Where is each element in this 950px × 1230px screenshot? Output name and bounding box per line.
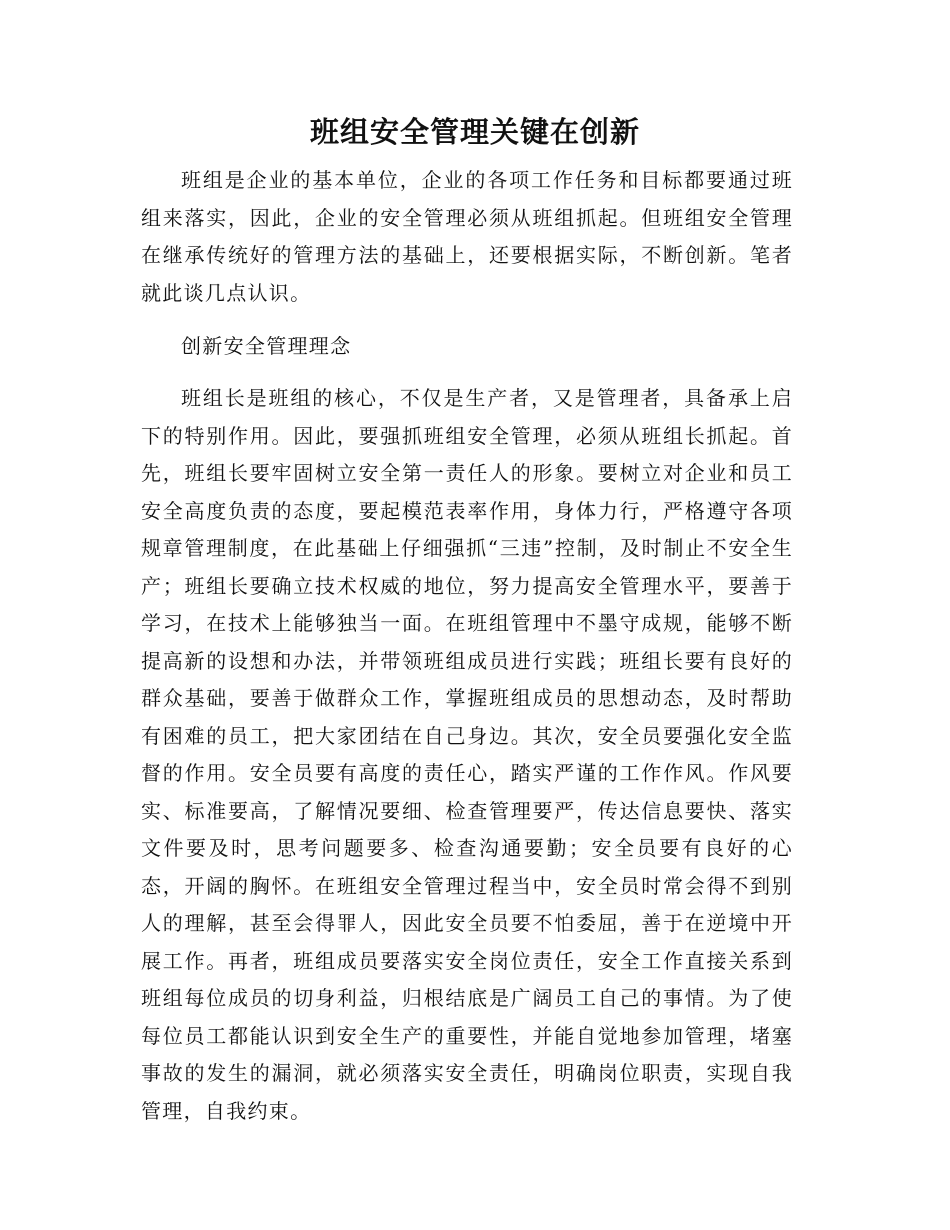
document-title: 班组安全管理关键在创新	[309, 115, 640, 149]
section-body-paragraph: 班组长是班组的核心，不仅是生产者，又是管理者，具备承上启下的特别作用。因此，要强抓班组安全管理，必须从班组长抓起。首先，班组长要牢固树立安全第一责任人的形象。要树立对企业和员工安全高度负责的态度，要起模范表率作用，身体力行，严格遵守各项规章管理制度，在此基础上仔细强抓“三违”控制，及时制止不安全生产；班组长要确立技术权威的地位，努力提高安全管理水平，要善于学习，在技术上能够独当一面。在班组管理中不墨守成规，能够不断提高新的设想和办法，并带领班组成员进行实践；班组长要有良好的群众基础，要善于做群众工作，掌握班组成员的思想动态，及时帮助有困难的员工，把大家团结在自己身边。其次，安全员要强化安全监督的作用。安全员要有高度的责任心，踏实严谨的工作作风。作风要实、标准要高，了解情况要细、检查管理要严，传达信息要快、落实文件要及时，思考问题要多、检查沟通要勤；安全员要有良好的心态，开阔的胸怀。在班组安全管理过程当中，安全员时常会得不到别人的理解，甚至会得罪人，因此安全员要不怕委屈，善于在逆境中开展工作。再者，班组成员要落实安全岗位责任，安全工作直接关系到班组每位成员的切身利益，归根结底是广阔员工自己的事情。为了使每位员工都能认识到安全生产的重要性，并能自觉地参加管理，堵塞事故的发生的漏洞，就必须落实安全责任，明确岗位职责，实现自我管理，自我约束。	[141, 386, 793, 1123]
section-heading: 创新安全管理理念	[181, 334, 352, 358]
intro-paragraph: 班组是企业的基本单位，企业的各项工作任务和目标都要通过班组来落实，因此，企业的安全管理必须从班组抓起。但班组安全管理在继承传统好的管理方法的基础上，还要根据实际，不断创新。笔者就此谈几点认识。	[141, 168, 793, 305]
